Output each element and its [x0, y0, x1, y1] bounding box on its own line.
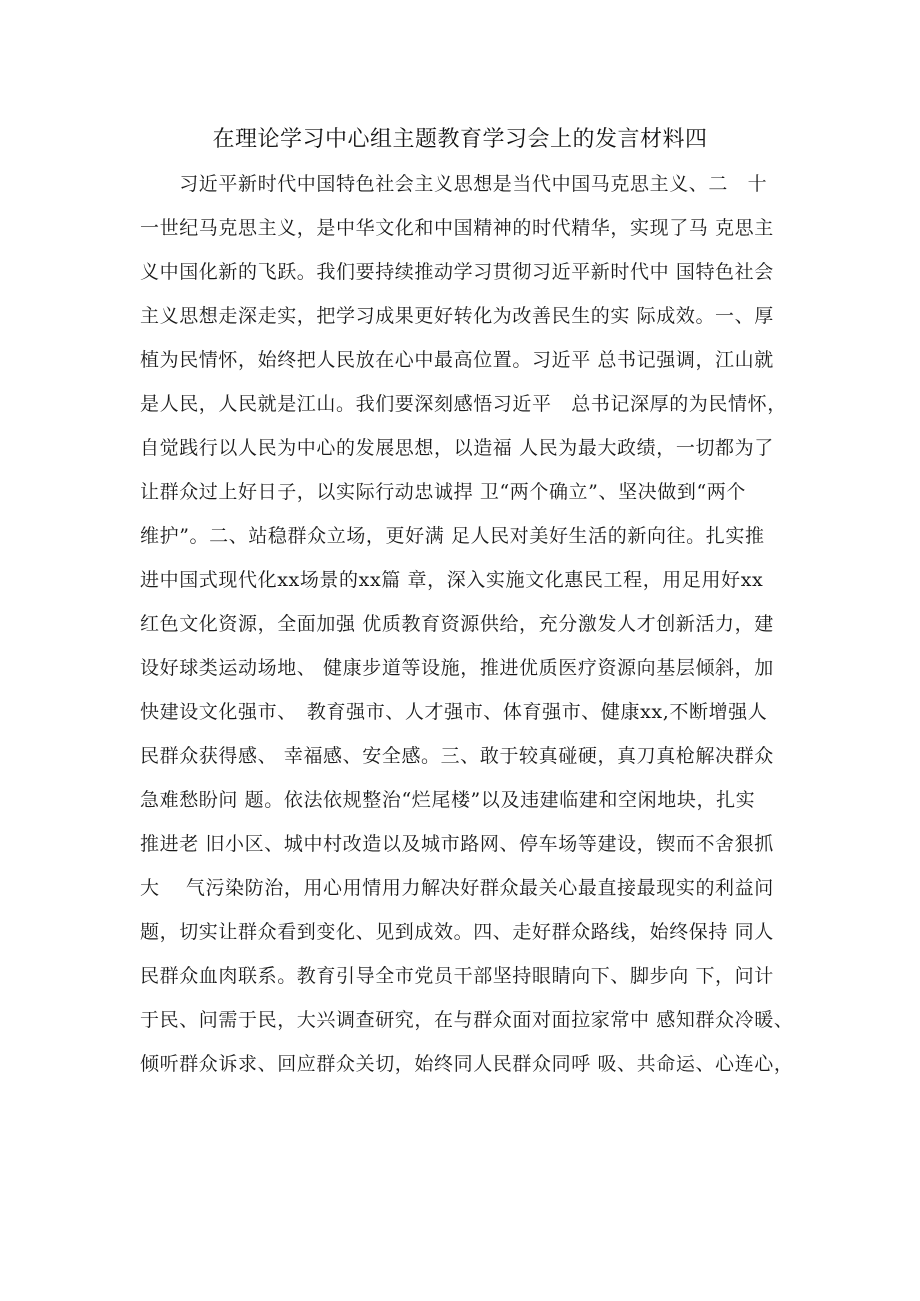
body-line: 主义思想走深走实，把学习成果更好转化为改善民生的实 际成效。一、厚 — [140, 305, 774, 327]
body-line: 自觉践行以人民为中心的发展思想，以造福 人民为最大政绩，一切都为了 — [140, 437, 774, 459]
body-line: 植为民情怀，始终把人民放在心中最高位置。习近平 总书记强调，江山就 — [140, 349, 774, 371]
body-line: 让群众过上好日子，以实际行动忠诚捍 卫“两个确立”、坚决做到“两个 — [140, 481, 746, 503]
body-line: 急难愁盼问 题。依法依规整治“烂尾楼”以及违建临建和空闲地块，扎实 — [140, 789, 756, 811]
body-line: 民群众血肉联系。教育引导全市党员干部坚持眼睛向下、脚步向 下，问计 — [140, 965, 774, 987]
document-body — [140, 162, 794, 1086]
body-line: 设好球类运动场地、 健康步道等设施，推进优质医疗资源向基层倾斜，加 — [140, 657, 774, 679]
body-line: 一世纪马克思主义，是中华文化和中国精神的时代精华，实现了马 克思主 — [140, 217, 774, 239]
body-line: 是人民，人民就是江山。我们要深刻感悟习近平 总书记深厚的为民情怀， — [140, 393, 787, 415]
body-line: 民群众获得感、 幸福感、安全感。三、敢于较真碰硬，真刀真枪解决群众 — [140, 745, 774, 767]
body-line: 倾听群众诉求、回应群众关切，始终同人民群众同呼 吸、共命运、心连心， — [140, 1053, 794, 1075]
body-line: 习近平新时代中国特色社会主义思想是当代中国马克思主义、二 十 — [140, 173, 768, 195]
body-line: 进中国式现代化xx场景的xx篇 章，深入实施文化惠民工程，用足用好xx — [140, 569, 764, 591]
body-line: 推进老 旧小区、城中村改造以及城市路网、停车场等建设，锲而不舍狠抓 — [140, 833, 774, 855]
body-line: 维护”。二、站稳群众立场，更好满 足人民对美好生活的新向往。扎实推 — [140, 525, 765, 547]
document-title: 在理论学习中心组主题教育学习会上的发言材料四 — [212, 127, 708, 152]
body-line: 红色文化资源，全面加强 优质教育资源供给，充分激发人才创新活力，建 — [140, 613, 774, 635]
body-line: 义中国化新的飞跃。我们要持续推动学习贯彻习近平新时代中 国特色社会 — [140, 261, 774, 283]
body-line: 大 气污染防治，用心用情用力解决好群众最关心最直接最现实的利益问 — [140, 877, 774, 899]
body-line: 题，切实让群众看到变化、见到成效。四、走好群众路线，始终保持 同人 — [140, 921, 774, 943]
body-line: 于民、问需于民，大兴调查研究，在与群众面对面拉家常中 感知群众冷暖、 — [140, 1009, 794, 1031]
body-line: 快建设文化强市、 教育强市、人才强市、体育强市、健康xx,不断增强人 — [140, 701, 768, 723]
